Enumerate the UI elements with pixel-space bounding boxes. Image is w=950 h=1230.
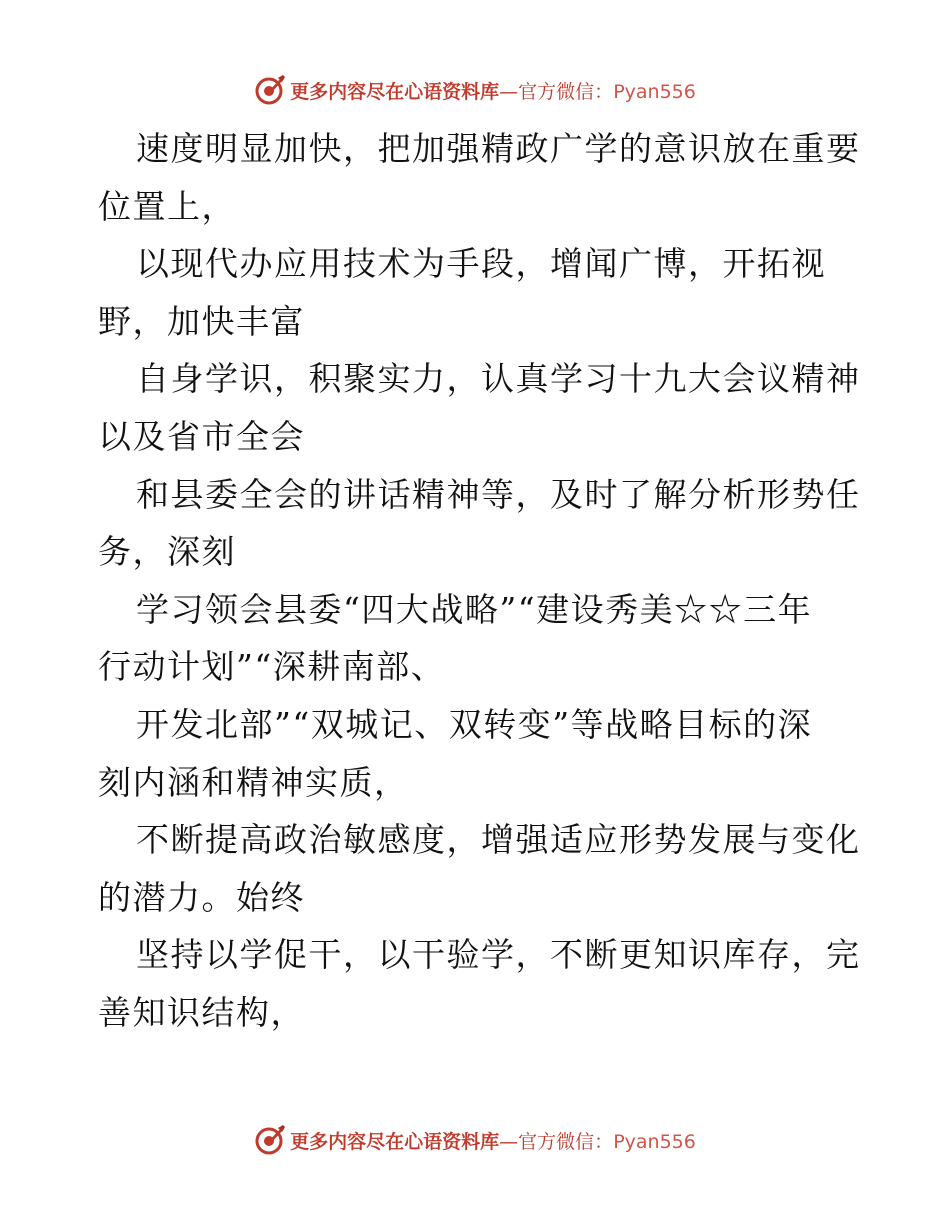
header-banner-label: 官方微信： (518, 80, 614, 103)
footer-banner (0, 1122, 950, 1158)
body-line: 行动计划”“深耕南部、 (98, 647, 446, 687)
body-line: 和县委全会的讲话精神等，及时了解分析形势任 (136, 474, 861, 514)
header-banner-main: 更多内容尽在心语资料库 (290, 80, 500, 103)
header-banner (0, 72, 950, 108)
header-banner-text (290, 77, 696, 104)
body-line: 野，加快丰富 (98, 301, 305, 341)
body-line: 的潜力。始终 (98, 877, 305, 917)
body-line: 坚持以学促干，以干验学，不断更知识库存，完 (136, 935, 861, 975)
header-banner-wechat-id: Pyan556 (613, 80, 696, 103)
body-line: 以及省市全会 (98, 416, 305, 456)
body-line: 不断提高政治敏感度，增强适应形势发展与变化 (136, 820, 861, 860)
body-line: 务，深刻 (98, 532, 236, 572)
footer-banner-text (290, 1127, 696, 1154)
body-line: 以现代办应用技术为手段，增闻广博，开拓视 (136, 244, 826, 284)
document-body (98, 120, 861, 1042)
body-line: 开发北部”“双城记、双转变”等战略目标的深 (136, 704, 813, 744)
body-line: 刻内涵和精神实质， (98, 762, 409, 802)
footer-banner-main: 更多内容尽在心语资料库 (290, 1130, 500, 1153)
red-quill-logo-icon (254, 1124, 286, 1156)
red-quill-logo-icon (254, 74, 286, 106)
footer-banner-label: 官方微信： (518, 1130, 614, 1153)
body-line: 学习领会县委“四大战略”“建设秀美☆☆三年 (136, 589, 813, 629)
body-line: 自身学识，积聚实力，认真学习十九大会议精神 (136, 359, 861, 399)
body-line: 速度明显加快，把加强精政广学的意识放在重要 (136, 129, 861, 168)
header-banner-dash: — (499, 80, 519, 103)
body-line: 位置上， (98, 186, 236, 226)
footer-banner-dash: — (499, 1130, 519, 1153)
body-line: 善知识结构， (98, 992, 305, 1032)
footer-banner-wechat-id: Pyan556 (613, 1130, 696, 1153)
